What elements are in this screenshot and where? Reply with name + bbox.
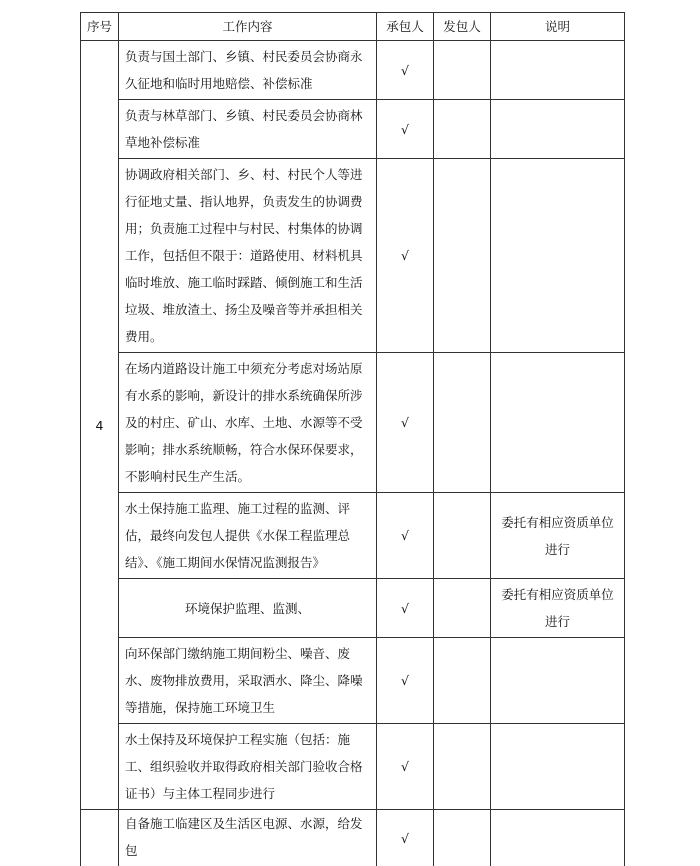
row-content: 协调政府相关部门、乡、村、村民个人等进行征地丈量、指认地界，负责发生的协调费用；负责施工过程中与村民、村集体的协调工作，包括但不限于：道路使用、材料机具临时堆放、施工临时踩踏、倾倒施工和生活垃圾、堆放渣土、扬尘及噪音等并承担相关费用。 [119, 159, 377, 353]
row-content: 负责与林草部门、乡镇、村民委员会协商林草地补偿标准 [119, 100, 377, 159]
employer-cell [434, 353, 491, 493]
contractor-check: √ [377, 579, 434, 638]
row-content: 水土保持施工监理、施工过程的监测、评估，最终向发包人提供《水保工程监理总结》、《施工期间水保情况监测报告》 [119, 493, 377, 579]
row-content: 环境保护监理、监测、 [119, 579, 377, 638]
table-header-row [81, 13, 625, 41]
work-division-table [80, 12, 625, 866]
table-row [81, 100, 625, 159]
table-row [81, 41, 625, 100]
seq-cell [81, 810, 119, 866]
employer-cell [434, 159, 491, 353]
contractor-check: √ [377, 810, 434, 866]
note-cell [491, 159, 625, 353]
group-number-cell: 4 [81, 41, 119, 810]
note-cell [491, 353, 625, 493]
employer-cell [434, 810, 491, 866]
contractor-check: √ [377, 353, 434, 493]
row-content: 自备施工临建区及生活区电源、水源，给发包 [119, 810, 377, 866]
table-row [81, 353, 625, 493]
row-content: 水土保持及环境保护工程实施（包括：施工、组织验收并取得政府相关部门验收合格证书）与主体工程同步进行 [119, 724, 377, 810]
note-cell [491, 100, 625, 159]
employer-cell [434, 638, 491, 724]
header-content: 工作内容 [119, 13, 377, 41]
employer-cell [434, 41, 491, 100]
header-employer: 发包人 [434, 13, 491, 41]
contractor-check: √ [377, 493, 434, 579]
contractor-check: √ [377, 638, 434, 724]
employer-cell [434, 724, 491, 810]
header-contractor: 承包人 [377, 13, 434, 41]
contractor-check: √ [377, 100, 434, 159]
table-row [81, 159, 625, 353]
note-cell: 委托有相应资质单位进行 [491, 493, 625, 579]
header-seq: 序号 [81, 13, 119, 41]
table-row [81, 724, 625, 810]
row-content: 负责与国土部门、乡镇、村民委员会协商永久征地和临时用地赔偿、补偿标准 [119, 41, 377, 100]
note-cell [491, 41, 625, 100]
note-cell: 委托有相应资质单位进行 [491, 579, 625, 638]
row-content: 向环保部门缴纳施工期间粉尘、噪音、废水、废物排放费用，采取洒水、降尘、降噪等措施，保持施工环境卫生 [119, 638, 377, 724]
contractor-check: √ [377, 41, 434, 100]
employer-cell [434, 100, 491, 159]
note-cell [491, 724, 625, 810]
employer-cell [434, 493, 491, 579]
header-note: 说明 [491, 13, 625, 41]
contractor-check: √ [377, 724, 434, 810]
employer-cell [434, 579, 491, 638]
row-content: 在场内道路设计施工中须充分考虑对场站原有水系的影响，新设计的排水系统确保所涉及的村庄、矿山、水库、土地、水源等不受影响；排水系统顺畅，符合水保环保要求，不影响村民生产生活。 [119, 353, 377, 493]
table-row [81, 493, 625, 579]
table-row [81, 810, 625, 866]
table-row [81, 579, 625, 638]
note-cell [491, 810, 625, 866]
table-row [81, 638, 625, 724]
contractor-check: √ [377, 159, 434, 353]
note-cell [491, 638, 625, 724]
